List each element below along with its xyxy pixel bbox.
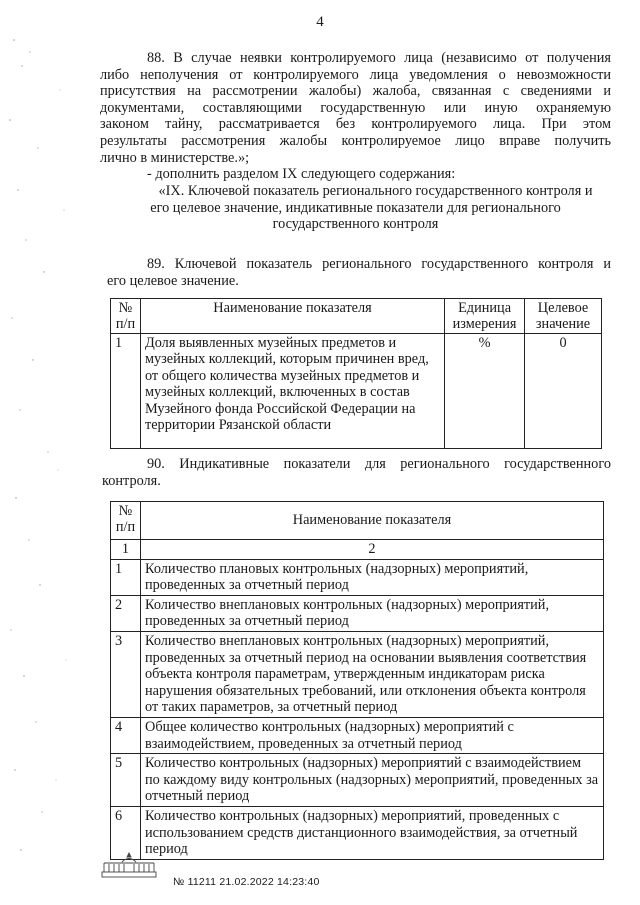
subheader-2: 2 <box>141 540 604 560</box>
row-num: 6 <box>111 806 141 859</box>
row-indicator-name: Количество контрольных (надзорных) мероприятий, проведенных с использованием средств дистанционного взаимодействия, за отчетный период <box>141 806 604 859</box>
col-header-target: Целевое значение <box>525 299 602 334</box>
row-num: 3 <box>111 631 141 717</box>
row-unit: % <box>445 334 525 449</box>
row-indicator-name: Доля выявленных музейных предметов и музейных коллекций, которым причинен вред, от общего количества музейных предметов и музейных коллекций, включенных в состав Музейного фонда Российской Федерации на территории Рязанской области <box>140 334 444 449</box>
key-indicator-table <box>110 298 602 449</box>
amendment-line: - дополнить разделом IX следующего содержания: <box>147 166 456 182</box>
registration-stamp: № 11211 21.02.2022 14:23:40 <box>173 876 320 888</box>
row-num: 2 <box>111 595 141 631</box>
para88-line: 88. В случае неявки контролируемого лица (независимо от получения <box>147 50 611 66</box>
para88-line: результаты рассмотрения жалобы контролируемое лицо вправе получить <box>100 132 611 149</box>
para88-line: документами, составляющими государственную или иную охраняемую <box>100 99 611 116</box>
row-target: 0 <box>525 334 602 449</box>
table-row <box>111 559 604 595</box>
para88-line: либо неполучения от контролируемого лица уведомления о невозможности <box>100 66 611 83</box>
row-num: 1 <box>111 334 141 449</box>
table-subheader-row <box>111 540 604 560</box>
para89-line: его целевое значение. <box>107 272 239 289</box>
section-title <box>100 183 611 233</box>
section-title-line: государственного контроля <box>272 216 439 233</box>
table-row <box>111 717 604 753</box>
table-row <box>111 631 604 717</box>
page-number: 4 <box>316 14 324 30</box>
indicative-indicators-table <box>110 501 604 860</box>
table-row <box>111 754 604 807</box>
row-num: 1 <box>111 559 141 595</box>
col-header-name: Наименование показателя <box>140 299 444 334</box>
paragraph-88 <box>100 50 611 166</box>
scan-noise <box>0 0 90 905</box>
paragraph-90 <box>102 456 611 489</box>
col-header-unit: Единица измерения <box>445 299 525 334</box>
table-header-row <box>111 299 602 334</box>
row-indicator-name: Количество плановых контрольных (надзорных) мероприятий, проведенных за отчетный период <box>141 559 604 595</box>
table-header-row <box>111 502 604 540</box>
col-header-name: Наименование показателя <box>141 502 604 540</box>
table-row <box>111 806 604 859</box>
para90-line: контроля. <box>102 472 161 489</box>
row-indicator-name: Количество внеплановых контрольных (надзорных) мероприятий, проведенных за отчетный период <box>141 595 604 631</box>
section-title-line: «IX. Ключевой показатель регионального государственного контроля и <box>158 183 593 199</box>
para88-line: законом тайну, рассматривается без контролируемого лица. При этом <box>100 116 611 133</box>
col-header-num: № п/п <box>111 299 141 334</box>
table-row <box>111 334 602 449</box>
subheader-1: 1 <box>111 540 141 560</box>
para88-line: лично в министерстве.»; <box>100 149 250 166</box>
row-indicator-name: Общее количество контрольных (надзорных) мероприятий с взаимодействием, проведенных за отчетный период <box>141 717 604 753</box>
col-header-num: № п/п <box>111 502 141 540</box>
row-indicator-name: Количество контрольных (надзорных) мероприятий с взаимодействием по каждому виду контрольных (надзорных) мероприятий, проведенных за отчетный период <box>141 754 604 807</box>
paragraph-89 <box>107 256 611 289</box>
building-logo-icon <box>100 852 158 878</box>
table-row <box>111 595 604 631</box>
row-indicator-name: Количество внеплановых контрольных (надзорных) мероприятий, проведенных за отчетный период на основании выявления соответствия объекта контроля параметрам, утвержденным индикаторам риска нарушения обязательных требований, или отклонения объекта контроля от таких параметров, за отчетный период <box>141 631 604 717</box>
row-num: 5 <box>111 754 141 807</box>
row-num: 4 <box>111 717 141 753</box>
section-title-line: его целевое значение, индикативные показатели для регионального <box>150 199 561 216</box>
para89-line: 89. Ключевой показатель регионального государственного контроля и <box>147 256 611 272</box>
para90-line: 90. Индикативные показатели для регионального государственного <box>147 456 611 472</box>
para88-line: присутствия на рассмотрении жалобы) жалоба, связанная с сведениями и <box>100 83 611 100</box>
